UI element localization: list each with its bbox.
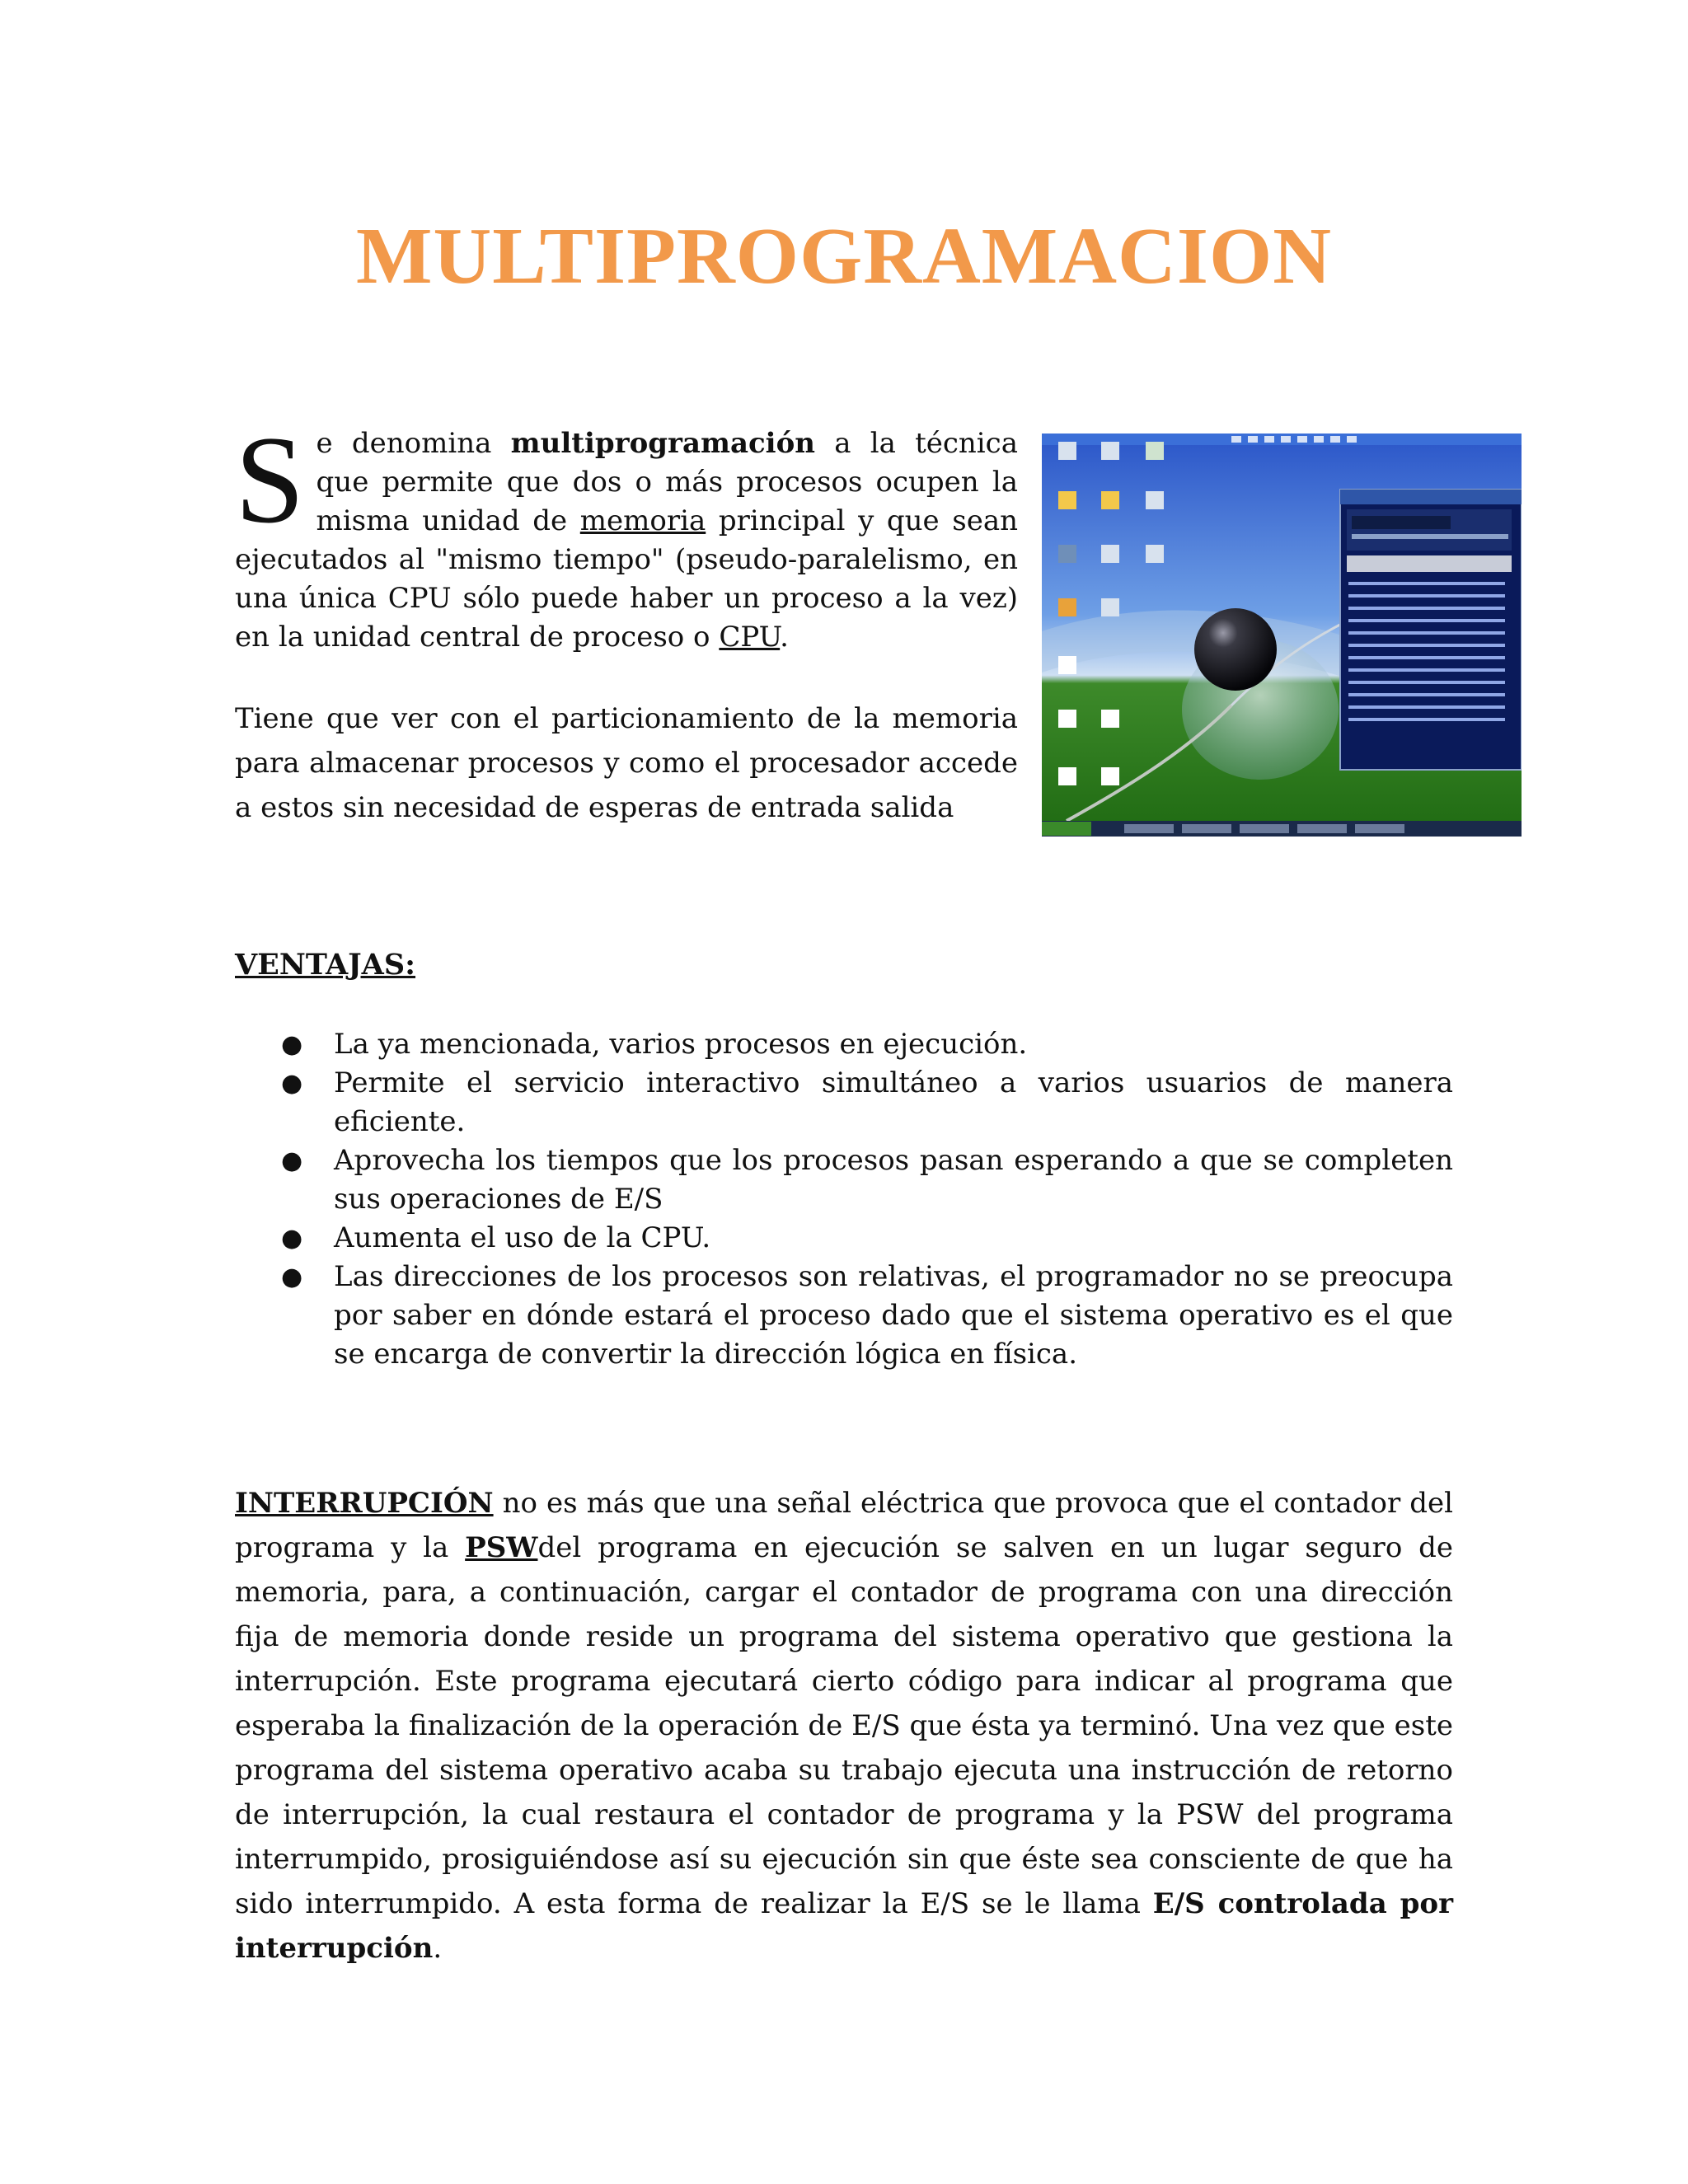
list-item-text: Permite el servicio interactivo simultáneo a varios usuarios de manera eficiente. [334,1066,1453,1138]
bullet-icon: ● [281,1263,303,1291]
psw-link[interactable]: PSW [465,1531,538,1564]
bullet-icon: ● [281,1146,303,1175]
interrupcion-text-1: no es más que una señal eléctrica que provoca que el contador del programa y la [235,1487,1453,1564]
interrupcion-text-3: . [433,1932,443,1965]
bullet-icon: ● [281,1224,303,1253]
cpu-link[interactable]: CPU [719,621,781,654]
term-interrupcion: INTERRUPCIÓN [235,1487,494,1520]
list-item-text: Aumenta el uso de la CPU. [334,1221,711,1254]
term-multiprogramacion: multiprogramación [510,427,815,460]
list-item [235,1141,1453,1219]
memoria-link[interactable]: memoria [579,504,706,537]
bullet-icon: ● [281,1069,303,1098]
desktop-screenshot-image [1042,434,1522,837]
intro-text-3: principal y que sean ejecutados al "mismo tiempo" (pseudo-paralelismo, en una única CPU sólo puede haber un proceso a la vez) en la unidad central de proceso o [235,504,1018,654]
bullet-icon: ● [281,1030,303,1059]
term-es-controlada: E/S controlada por interrupción [235,1887,1453,1965]
intro-text-1: e denomina [316,427,511,460]
list-item [235,1025,1453,1064]
interrupcion-paragraph [235,1481,1453,1971]
list-item [235,1219,1453,1258]
interrupcion-text-2: del programa en ejecución se salven en un lugar seguro de memoria, para, a continuación, cargar el contador de programa con una dirección fija de memoria donde reside un programa del sistema operativo que gestiona la interrupción. Este programa ejecutará cierto código para indicar al programa que esperaba la finalización de la operación de E/S que ésta ya terminó. Una vez que este programa del sistema operativo acaba su trabajo ejecuta una instrucción de retorno de interrupción, la cual restaura el contador de programa y la PSW del programa interrumpido, prosiguiéndose así su ejecución sin que éste sea consciente de que ha sido interrumpido. A esta forma de realizar la E/S se le llama [235,1531,1454,1920]
intro-paragraph [235,410,1018,657]
page-title: MULTIPROGRAMACION [356,212,1332,301]
list-item-text: Aprovecha los tiempos que los procesos pasan esperando a que se completen sus operaciones de E/S [334,1144,1453,1216]
drop-cap: S [235,410,305,549]
intro-text-2: a la técnica que permite que dos o más procesos ocupen la misma unidad de [316,427,1018,537]
ventajas-heading: VENTAJAS: [235,948,416,982]
list-item-text: Las direcciones de los procesos son relativas, el programador no se preocupa por saber en dónde estará el proceso dado que el sistema operativo es el que se encarga de convertir la dirección lógica en física. [334,1260,1453,1371]
intro-text-4: . [780,621,789,654]
list-item [235,1258,1453,1374]
memory-partition-paragraph: Tiene que ver con el particionamiento de la memoria para almacenar procesos y como el procesador accede a estos sin necesidad de esperas de entrada salida [235,702,1018,824]
list-item [235,1064,1453,1141]
intro-text [235,410,1018,657]
list-item-text: La ya mencionada, varios procesos en ejecución. [334,1028,1028,1061]
ventajas-list [235,1025,1453,1374]
